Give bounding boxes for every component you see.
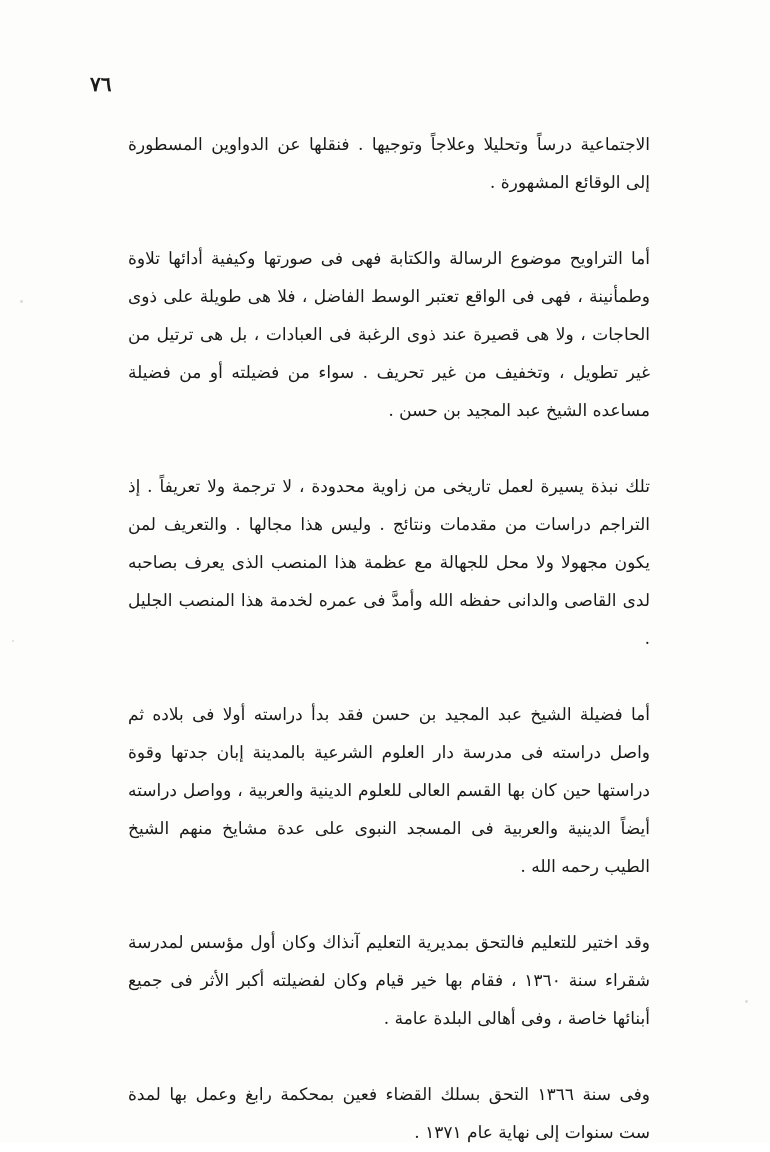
paragraph-4: أما فضيلة الشيخ عبد المجيد بن حسن فقد بدأ دراسته أولا فى بلاده ثم واصل دراسته فى مدرسة دار العلوم الشرعية بالمدينة إبان جدتها وقوة دراستها حين كان بها القسم العالى للعلوم الدينية والعربية ، وواصل دراسته أيضاً الدينية والعربية فى المسجد النبوى على عدة مشايخ منهم الشيخ الطيب رحمه الله .: [128, 705, 650, 877]
scan-speck: [12, 640, 14, 642]
paragraph-spacer: [128, 658, 650, 696]
paragraph-6: وفى سنة ١٣٦٦ التحق بسلك القضاء فعين بمحكمة رابغ وعمل بها لمدة ست سنوات إلى نهاية عام ١٣٧١ .: [128, 1085, 650, 1143]
paragraph-1: الاجتماعية درساً وتحليلا وعلاجاً وتوجيها . فنقلها عن الدواوين المسطورة إلى الوقائع المشهورة .: [128, 135, 650, 193]
scan-speck: [745, 1000, 748, 1003]
paragraph-3: تلك نبذة يسيرة لعمل تاريخى من زاوية محدودة ، لا ترجمة ولا تعريفاً . إذ التراجم دراسات من مقدمات ونتائج . وليس هذا مجالها . والتعريف لمن يكون مجهولا ولا محل للجهالة مع عظمة هذا المنصب الذى يعرف بصاحبه لدى القاصى والدانى حفظه الله وأمدَّ فى عمره لخدمة هذا المنصب الجليل .: [128, 477, 650, 649]
page-body: [128, 126, 650, 1152]
page-number: ٧٦: [90, 72, 112, 96]
paragraph-spacer: [128, 1038, 650, 1076]
paragraph-2: أما التراويح موضوع الرسالة والكتابة فهى فى صورتها وكيفية أدائها تلاوة وطمأنينة ، فهى فى الواقع تعتبر الوسط الفاضل ، فلا هى طويلة على ذوى الحاجات ، ولا هى قصيرة عند ذوى الرغبة فى العبادات ، بل هى ترتيل من غير تطويل ، وتخفيف من غير تحريف . سواء من فضيلته أو من فضيلة مساعده الشيخ عبد المجيد بن حسن .: [128, 249, 650, 421]
paragraph-spacer: [128, 430, 650, 468]
paragraph-5: وقد اختير للتعليم فالتحق بمديرية التعليم آنذاك وكان أول مؤسس لمدرسة شقراء سنة ١٣٦٠ ، فقام بها خير قيام وكان لفضيلته أكبر الأثر فى جميع أبنائها خاصة ، وفى أهالى البلدة عامة .: [128, 933, 650, 1029]
paragraph-spacer: [128, 886, 650, 924]
paragraph-spacer: [128, 202, 650, 240]
scan-speck: [20, 300, 23, 303]
